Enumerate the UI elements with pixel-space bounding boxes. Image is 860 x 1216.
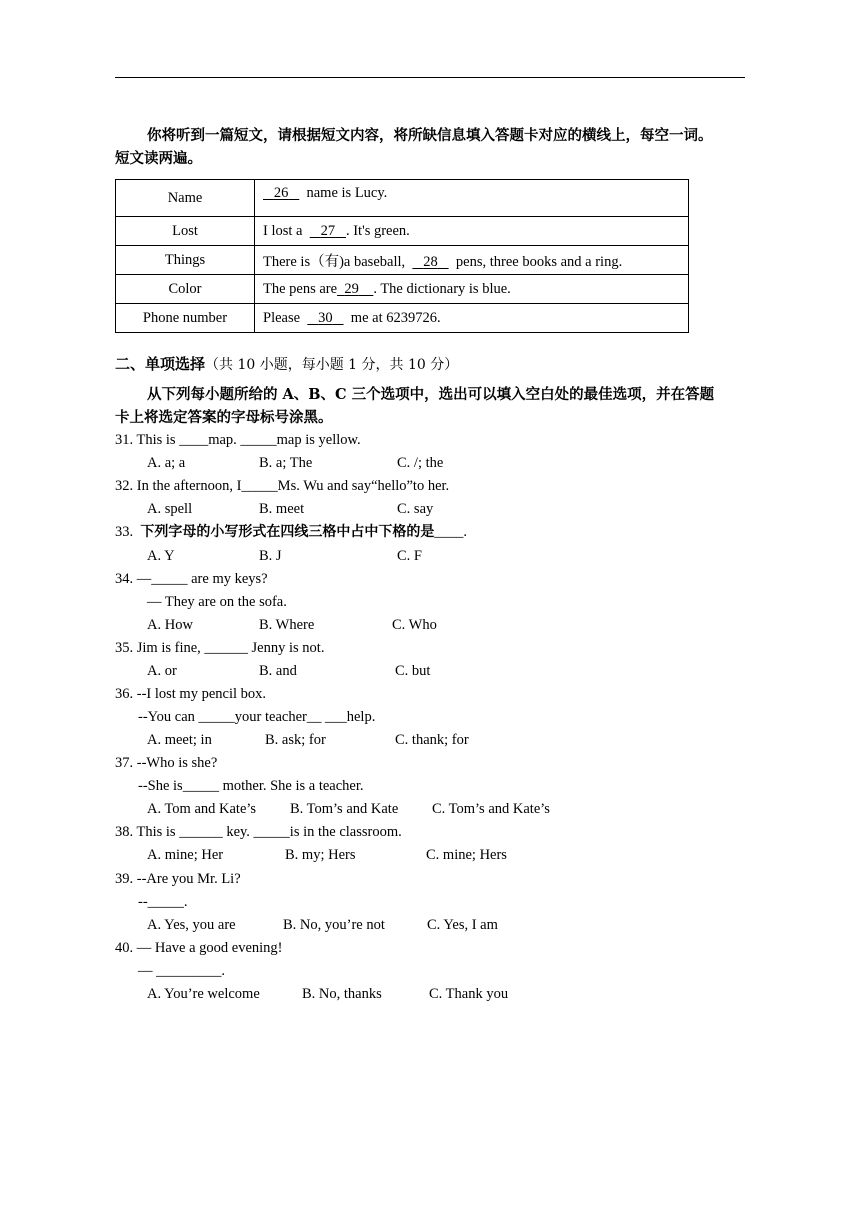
question-37-stem: 37. --Who is she? [115, 755, 218, 771]
header-rule [115, 77, 745, 78]
question-34-line-2: — They are on the sofa. [147, 594, 287, 610]
row-content [255, 246, 689, 275]
row-label: Name [116, 180, 255, 217]
question-36-stem: 36. --I lost my pencil box. [115, 686, 267, 702]
row-label: Things [116, 246, 255, 275]
question-39-option-c: C. Yes, I am [427, 917, 498, 933]
blank-28: 28 [423, 253, 438, 270]
question-35-option-c: C. but [395, 663, 431, 679]
question-35-option-b: B. and [259, 663, 297, 679]
question-33-option-b: B. J [259, 548, 282, 564]
section-instruction-line-1: 从下列每小题所给的 A、B、C 三个选项中，选出可以填入空白处的最佳选项，并在答题 [147, 386, 715, 403]
row-label: Lost [116, 217, 255, 246]
table-row [116, 275, 689, 304]
question-35-option-a: A. or [147, 663, 177, 679]
row-content-pre: The pens are [263, 280, 338, 297]
info-table [115, 179, 689, 333]
question-37-line-2: --She is_____ mother. She is a teacher. [138, 778, 364, 794]
question-32-stem: 32. In the afternoon, I_____Ms. Wu and say“hello”to her. [115, 478, 450, 494]
question-33-number: 33. [115, 524, 134, 540]
question-40-stem: 40. — Have a good evening! [115, 940, 283, 956]
row-content [255, 180, 689, 217]
table-row [116, 180, 689, 217]
question-32-option-b: B. meet [259, 501, 305, 517]
question-33-option-c: C. F [397, 548, 422, 564]
question-40-option-c: C. Thank you [429, 986, 509, 1002]
question-40-option-a: A. You’re welcome [147, 986, 260, 1002]
question-33-stem [115, 523, 467, 541]
instruction-line-1: 你将听到一篇短文，请根据短文内容，将所缺信息填入答题卡对应的横线上，每空一词。 [147, 127, 713, 144]
question-33-text: 下列字母的小写形式在四线三格中占中下格的是 [140, 524, 435, 540]
table-row [116, 304, 689, 333]
row-content-post: me at 6239726. [343, 309, 441, 326]
row-content-pre: I lost a [263, 222, 310, 239]
row-content-pre: There is（有)a baseball, [263, 253, 413, 270]
blank-30: 30 [318, 309, 333, 326]
question-39-line-2: --_____. [138, 894, 188, 910]
question-32-option-c: C. say [397, 501, 434, 517]
listening-instructions [115, 124, 750, 170]
question-38-stem: 38. This is ______ key. _____is in the classroom. [115, 824, 402, 840]
question-38-option-c: C. mine; Hers [426, 847, 507, 863]
blank-29: 29 [344, 280, 359, 297]
question-31-stem: 31. This is ____map. _____map is yellow. [115, 432, 361, 448]
section-instruction-line-2: 卡上将选定答案的字母标号涂黑。 [115, 409, 333, 426]
table-row [116, 217, 689, 246]
row-content [255, 275, 689, 304]
question-32-option-a: A. spell [147, 501, 193, 517]
row-content-post: pens, three books and a ring. [448, 253, 623, 270]
question-34-option-a: A. How [147, 617, 193, 633]
question-38-option-b: B. my; Hers [285, 847, 356, 863]
table-row [116, 246, 689, 275]
section-title: 二、单项选择 [115, 355, 206, 373]
question-37-option-b: B. Tom’s and Kate [290, 801, 399, 817]
question-36-option-a: A. meet; in [147, 732, 212, 748]
question-36-line-2: --You can _____your teacher__ ___help. [138, 709, 376, 725]
question-39-option-b: B. No, you’re not [283, 917, 385, 933]
row-content [255, 304, 689, 333]
question-37-option-a: A. Tom and Kate’s [147, 801, 257, 817]
question-33-option-a: A. Y [147, 548, 175, 564]
question-36-option-b: B. ask; for [265, 732, 326, 748]
instruction-line-2: 短文读两遍。 [115, 150, 202, 167]
row-label: Color [116, 275, 255, 304]
question-40-line-2: — _________. [138, 963, 225, 979]
section-instructions [115, 383, 750, 429]
row-content-pre: Please [263, 309, 308, 326]
question-31-option-c: C. /; the [397, 455, 444, 471]
question-39-option-a: A. Yes, you are [147, 917, 236, 933]
section-subtitle: （共 10 小题，每小题 1 分，共 10 分） [205, 357, 459, 373]
question-31-option-a: A. a; a [147, 455, 186, 471]
question-31-option-b: B. a; The [259, 455, 313, 471]
question-34-option-b: B. Where [259, 617, 315, 633]
row-content [255, 217, 689, 246]
row-label: Phone number [116, 304, 255, 333]
row-content-post: . The dictionary is blue. [373, 280, 511, 297]
row-content-post: . It's green. [345, 222, 410, 239]
question-37-option-c: C. Tom’s and Kate’s [432, 801, 550, 817]
question-35-stem: 35. Jim is fine, ______ Jenny is not. [115, 640, 325, 656]
question-34-stem: 34. —_____ are my keys? [115, 571, 268, 587]
section-heading [115, 353, 458, 374]
question-38-option-a: A. mine; Her [147, 847, 224, 863]
question-40-option-b: B. No, thanks [302, 986, 382, 1002]
question-34-option-c: C. Who [392, 617, 437, 633]
blank-27: 27 [320, 222, 336, 239]
question-39-stem: 39. --Are you Mr. Li? [115, 871, 241, 887]
question-33-blank: ____. [434, 524, 467, 540]
blank-26: 26 [273, 185, 289, 201]
question-36-option-c: C. thank; for [395, 732, 469, 748]
row-content-post: name is Lucy. [299, 185, 388, 201]
